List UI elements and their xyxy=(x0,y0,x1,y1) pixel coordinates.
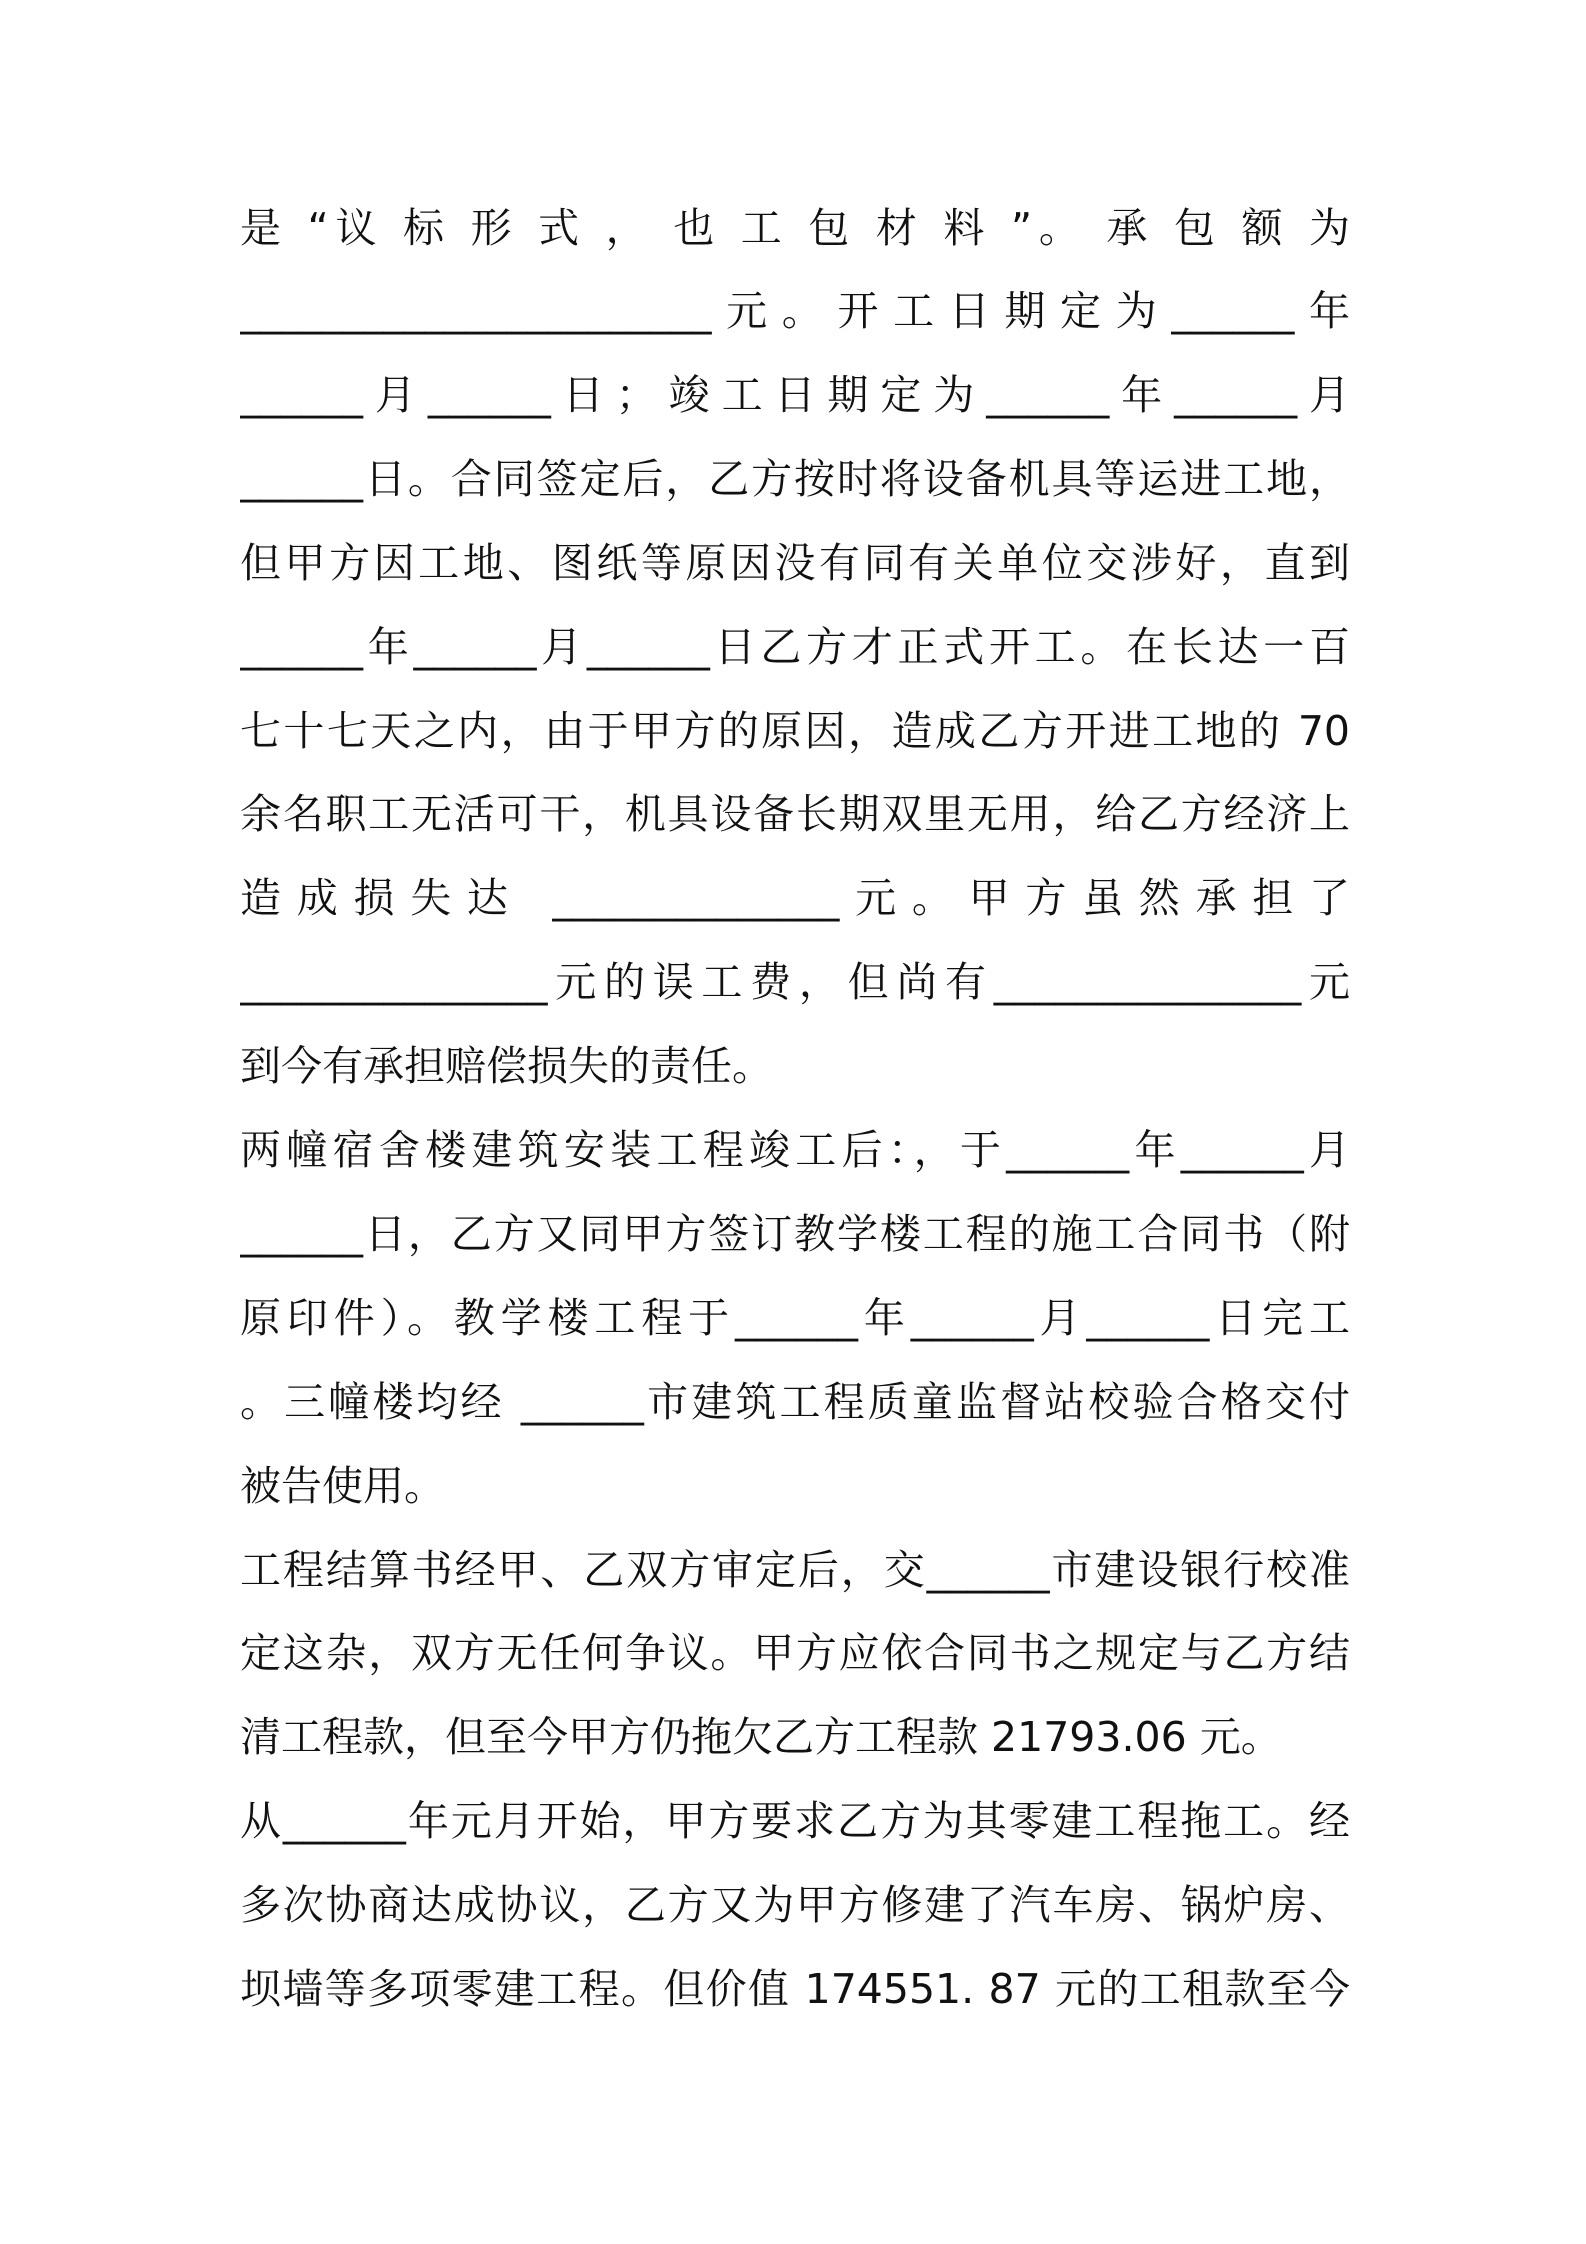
text-line: 但甲方因工地、图纸等原因没有同有关单位交涉好，直到 xyxy=(240,539,1350,587)
text-line: ______年______月______日乙方才正式开工。在长达一百 xyxy=(240,623,1350,671)
text-line: 定这杂，双方无任何争议。甲方应依合同书之规定与乙方结 xyxy=(240,1629,1350,1677)
text-line: _______________元的误工费，但尚有_______________元 xyxy=(240,958,1350,1006)
text-line: 到今有承担赔偿损失的责任。 xyxy=(240,1042,773,1090)
text-line: 两幢宿舍楼建筑安装工程竣工后：，于______年______月 xyxy=(240,1126,1350,1174)
text-line: ______日，乙方又同甲方签订教学楼工程的施工合同书（附 xyxy=(240,1210,1350,1258)
text-line: _______________________元。开工日期定为______年 xyxy=(240,287,1350,335)
text-line: 被告使用。 xyxy=(240,1462,445,1510)
text-line: 坝墙等多项零建工程。但价值 174551. 87 元的工租款至今 xyxy=(240,1965,1350,2013)
text-line: 清工程款，但至今甲方仍拖欠乙方工程款 21793.06 元。 xyxy=(240,1713,1282,1761)
text-line: 七十七天之内，由于甲方的原因，造成乙方开进工地的 70 xyxy=(240,707,1350,755)
text-line: 造成损失达 ______________元。甲方虽然承担了 xyxy=(240,874,1350,922)
text-line: 。三幢楼均经 ______市建筑工程质童监督站校验合格交付 xyxy=(240,1378,1350,1426)
text-line: 原印件）。教学楼工程于______年______月______日完工 xyxy=(240,1294,1350,1342)
text-line: ______日。合同签定后，乙方按时将设备机具等运进工地， xyxy=(240,455,1350,503)
text-line: ______月______日；竣工日期定为______年______月 xyxy=(240,371,1350,419)
text-line: 多次协商达成协议，乙方又为甲方修建了汽车房、锅炉房、 xyxy=(240,1881,1350,1929)
text-line: 从______年元月开始，甲方要求乙方为其零建工程拖工。经 xyxy=(240,1797,1350,1845)
text-line: 是 “议 标 形 式 ， 也 工 包 材 料 ”。 承 包 额 为 xyxy=(240,204,1350,252)
text-line: 余名职工无活可干，机具设备长期双里无用，给乙方经济上 xyxy=(240,790,1350,838)
text-line: 工程结算书经甲、乙双方审定后，交______市建设银行校准 xyxy=(240,1546,1350,1594)
